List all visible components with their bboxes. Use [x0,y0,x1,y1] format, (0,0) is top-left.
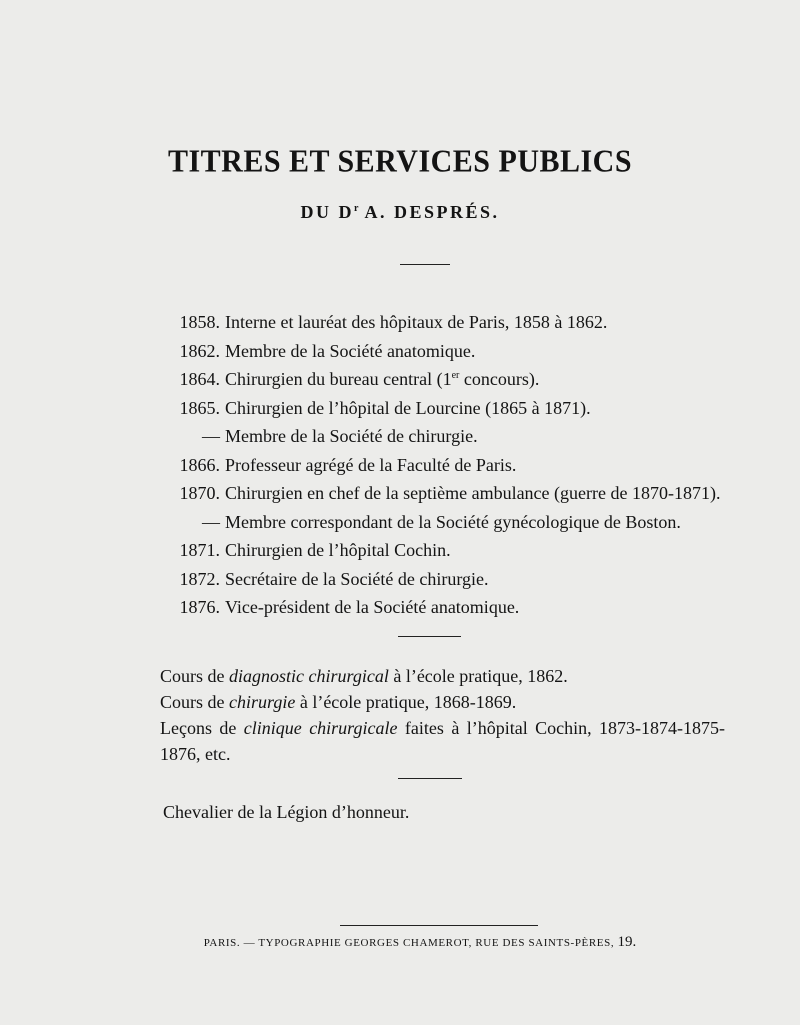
course-subject: diagnostic chirurgical [229,666,389,686]
entry-superscript: er [451,370,460,381]
titles-list [0,308,800,622]
list-item [0,593,800,622]
course-detail: à l’école pratique, 1862. [388,666,568,686]
page-title: TITRES ET SERVICES PUBLICS [167,144,633,179]
entry-text: Interne et lauréat des hôpitaux de Paris, 1858 à 1862. [225,312,608,332]
list-item [0,337,800,366]
imprint-rule [340,925,538,926]
entry-year: — [202,426,220,446]
course-subject: clinique chirurgicale [243,718,398,738]
course-item [160,663,725,689]
entry-year: 1872. [179,568,220,589]
imprint-text: PARIS. — TYPOGRAPHIE GEORGES CHAMEROT, RUE DES SAINTS-PÈRES, [203,937,618,949]
entry-text: Membre correspondant de la Société gynécologique de Boston. [225,511,681,532]
courses-list [160,663,725,767]
entry-text: Membre de la Société anatomique. [225,340,476,361]
entry-year: 1865. [179,397,220,418]
entry-text: Professeur agrégé de la Faculté de Paris. [225,454,517,475]
course-lead: Leçons de [160,718,244,738]
entry-text-end: concours). [459,369,540,389]
list-item [0,536,800,565]
list-item [0,565,800,594]
subtitle-prefix: DU D [300,202,354,222]
entry-year: 1866. [179,454,220,475]
list-item [0,394,800,423]
subtitle-name: A. DESPRÉS. [358,202,500,222]
entry-year: 1871. [179,540,220,560]
entry-text: Secrétaire de la Société de chirurgie. [225,568,489,589]
entry-text: Chirurgien en chef de la septième ambulance (guerre de 1870-1871). [225,483,721,503]
entry-year: 1862. [179,340,220,361]
course-detail: à l’école pratique, 1868-1869. [295,692,517,712]
page-number: 19. [617,934,637,950]
page-subtitle [0,202,800,223]
entry-year: 1858. [179,312,220,332]
entry-text: Chirurgien de l’hôpital de Lourcine (1865 à 1871). [225,397,591,418]
entry-text: Membre de la Société de chirurgie. [225,426,478,446]
subtitle-superscript: r [354,203,359,214]
list-item [0,308,800,337]
entry-year: — [202,511,220,532]
course-detail: faites à l’hôpital Cochin, 1873-1874-1875-1876, etc. [160,718,726,764]
course-subject: chirurgie [229,692,296,712]
divider-rule [398,636,461,637]
entry-text: Chirurgien de l’hôpital Cochin. [225,540,451,560]
list-item [0,508,800,537]
list-item [0,479,800,508]
list-item [0,365,800,394]
divider-rule [398,778,462,779]
entry-year: 1864. [179,369,220,389]
course-lead: Cours de [160,692,229,712]
entry-text: Vice-président de la Société anatomique. [225,597,520,617]
list-item [0,451,800,480]
entry-text-start: Chirurgien du bureau central (1 [225,369,452,389]
course-item [160,715,725,767]
course-item [160,689,725,715]
entry-text [225,365,539,394]
printer-imprint [0,934,800,951]
course-lead: Cours de [160,666,229,686]
entry-year: 1876. [179,597,220,617]
list-item [0,422,800,451]
entry-year: 1870. [179,483,220,503]
honor-line: Chevalier de la Légion d’honneur. [163,802,410,822]
divider-rule [400,264,450,265]
